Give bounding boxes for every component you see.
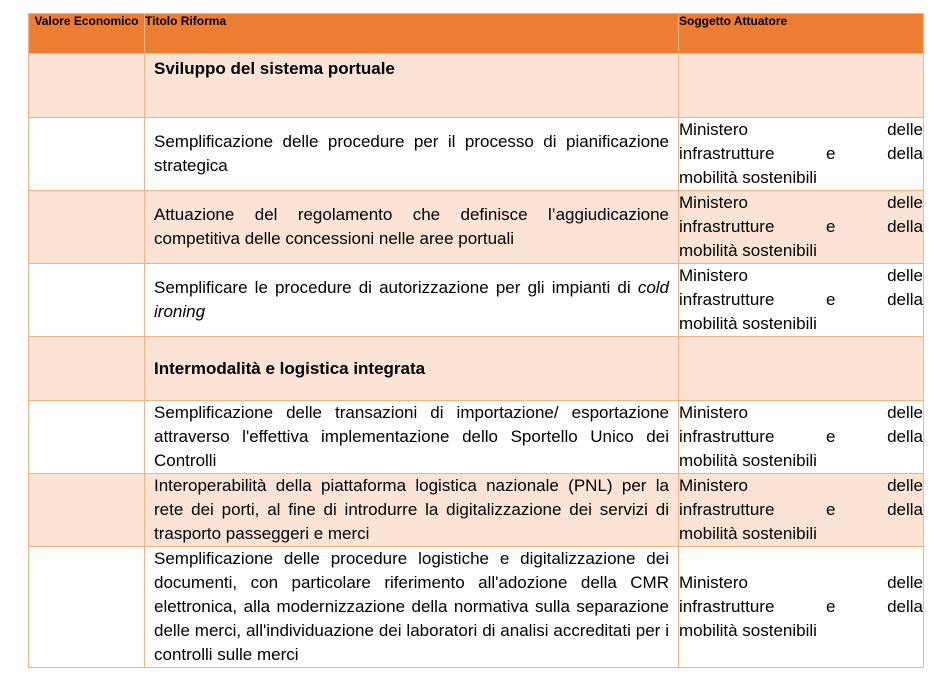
reform-title: Semplificazione delle transazioni di importazione/ esportazione attraverso l'effettiva implementazione dello Sportello Unico dei Controlli [154, 403, 669, 470]
value-cell [29, 54, 145, 118]
subject-word: Ministero [679, 403, 748, 422]
subject-word: e [826, 427, 836, 446]
subject-word: infrastrutture [679, 597, 775, 616]
subject-word: mobilità sostenibili [679, 314, 817, 333]
subject-word: Ministero [679, 193, 748, 212]
subject-cell [679, 474, 924, 547]
section-title-cell [145, 54, 679, 118]
title-cell [145, 118, 679, 191]
reform-title: Attuazione del regolamento che definisce l’aggiudicazione competitiva delle concessioni nelle aree portuali [154, 205, 669, 248]
table-row [29, 118, 924, 191]
subject-word: infrastrutture [679, 427, 775, 446]
reform-table [28, 13, 924, 668]
subject-word: delle [887, 120, 923, 139]
section-row [29, 337, 924, 401]
subject-cell [679, 191, 924, 264]
title-cell [145, 401, 679, 474]
subject-word: mobilità sostenibili [679, 451, 817, 470]
subject-word: mobilità sostenibili [679, 168, 817, 187]
reform-title-italic: cold ironing [154, 278, 669, 321]
subject-word: mobilità sostenibili [679, 524, 817, 543]
title-cell [145, 547, 679, 668]
header-soggetto-attuatore: Soggetto Attuatore [679, 14, 924, 54]
subject-word: della [887, 144, 923, 163]
subject-word: Ministero [679, 120, 748, 139]
header-row [29, 14, 924, 54]
table-row [29, 401, 924, 474]
value-cell [29, 401, 145, 474]
subject-word: della [887, 290, 923, 309]
subject-word: e [826, 290, 836, 309]
value-cell [29, 337, 145, 401]
subject-cell [679, 118, 924, 191]
value-cell [29, 474, 145, 547]
reform-title: Semplificazione delle procedure logistiche e digitalizzazione dei documenti, con particolare riferimento all'adozione della CMR elettronica, alla modernizzazione della normativa sulla separazione delle merci, all'individuazione dei laboratori di analisi accreditati per i controlli sulle merci [154, 549, 669, 664]
subject-cell [679, 547, 924, 668]
subject-word: delle [887, 266, 923, 285]
subject-cell [679, 337, 924, 401]
title-cell [145, 264, 679, 337]
table-row [29, 191, 924, 264]
subject-word: della [887, 427, 923, 446]
section-title: Sviluppo del sistema portuale [154, 59, 395, 78]
section-title: Intermodalità e logistica integrata [154, 358, 426, 378]
subject-cell [679, 264, 924, 337]
subject-word: Ministero [679, 573, 748, 592]
subject-word: e [826, 144, 836, 163]
value-cell [29, 191, 145, 264]
subject-word: delle [887, 573, 923, 592]
subject-word: infrastrutture [679, 500, 775, 519]
subject-word: mobilità sostenibili [679, 621, 817, 640]
header-valore-economico: Valore Economico [29, 14, 145, 54]
reform-title: Interoperabilità della piattaforma logistica nazionale (PNL) per la rete dei porti, al fine di introdurre la digitalizzazione dei servizi di trasporto passeggeri e merci [154, 476, 669, 543]
subject-word: della [887, 597, 923, 616]
subject-word: delle [887, 193, 923, 212]
subject-word: e [826, 500, 836, 519]
subject-word: Ministero [679, 266, 748, 285]
reform-title-text: Semplificare le procedure di autorizzazione per gli impianti di [154, 278, 631, 297]
subject-word: mobilità sostenibili [679, 241, 817, 260]
value-cell [29, 118, 145, 191]
subject-word: e [826, 597, 836, 616]
reform-title [154, 276, 669, 324]
subject-word: della [887, 217, 923, 236]
table-row [29, 474, 924, 547]
section-row [29, 54, 924, 118]
subject-word: della [887, 500, 923, 519]
subject-cell [679, 401, 924, 474]
table-row [29, 547, 924, 668]
header-titolo-riforma: Titolo Riforma [145, 14, 679, 54]
subject-word: delle [887, 403, 923, 422]
subject-word: infrastrutture [679, 144, 775, 163]
subject-cell [679, 54, 924, 118]
title-cell [145, 191, 679, 264]
table-row [29, 264, 924, 337]
subject-word: e [826, 217, 836, 236]
reform-title: Semplificazione delle procedure per il processo di pianificazione strategica [154, 132, 669, 175]
subject-word: infrastrutture [679, 290, 775, 309]
section-title-cell [145, 337, 679, 401]
subject-word: infrastrutture [679, 217, 775, 236]
value-cell [29, 264, 145, 337]
value-cell [29, 547, 145, 668]
subject-word: Ministero [679, 476, 748, 495]
title-cell [145, 474, 679, 547]
subject-word: delle [887, 476, 923, 495]
